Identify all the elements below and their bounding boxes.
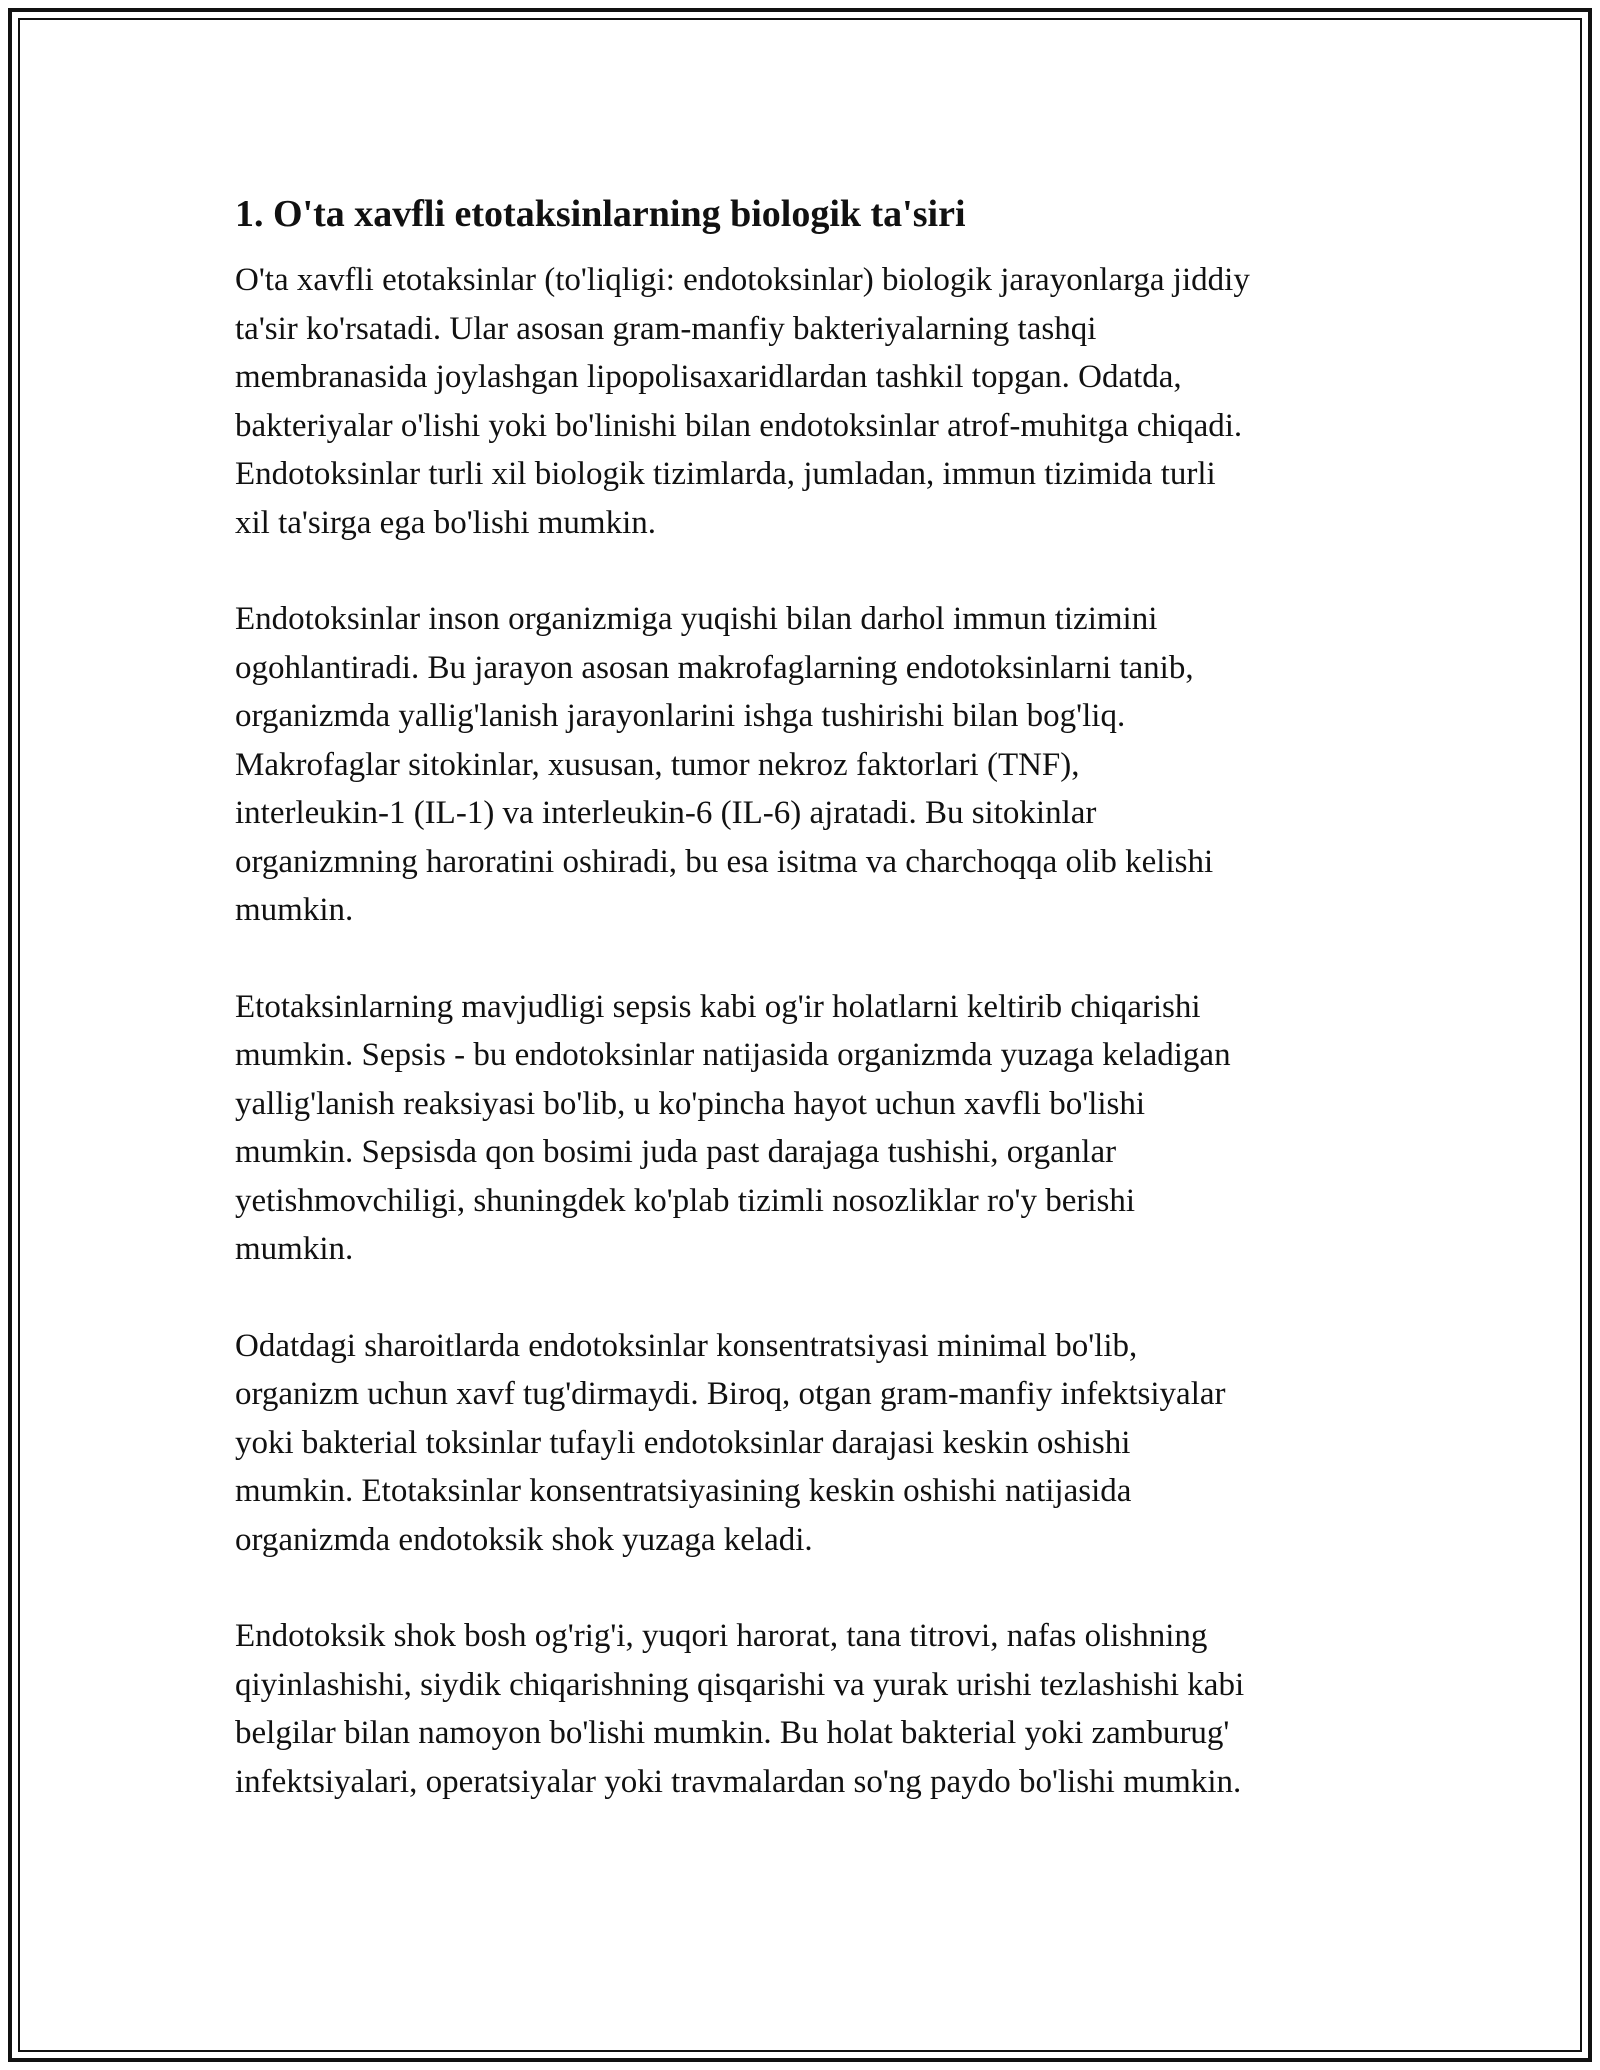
paragraph-line: O'ta xavfli etotaksinlar (to'liqligi: endotoksinlar) biologik jarayonlarga jiddiy — [235, 262, 1250, 298]
paragraph-line: organizm uchun xavf tug'dirmaydi. Biroq, otgan gram-manfiy infektsiyalar — [235, 1376, 1226, 1412]
paragraph-3 — [235, 983, 1375, 1274]
paragraph-line: membranasida joylashgan lipopolisaxaridlardan tashkil topgan. Odatda, — [235, 359, 1182, 395]
paragraph-line: yetishmovchiligi, shuningdek ko'plab tizimli nosozliklar ro'y berishi — [235, 1182, 1136, 1219]
paragraph-line: yoki bakterial toksinlar tufayli endotoksinlar darajasi keskin oshishi — [235, 1424, 1131, 1461]
paragraph-2 — [235, 595, 1375, 935]
paragraph-1 — [235, 256, 1375, 547]
paragraph-line: infektsiyalari, operatsiyalar yoki travmalardan so'ng paydo bo'lishi mumkin. — [235, 1763, 1242, 1800]
paragraph-line: mumkin. — [235, 892, 354, 928]
paragraph-line: Endotoksik shok bosh og'rig'i, yuqori harorat, tana titrovi, nafas olishning — [235, 1618, 1208, 1654]
paragraph-line: organizmda endotoksik shok yuzaga keladi. — [235, 1521, 813, 1558]
paragraph-line: Odatdagi sharoitlarda endotoksinlar konsentratsiyasi minimal bo'lib, — [235, 1327, 1138, 1364]
paragraph-line: mumkin. Sepsis - bu endotoksinlar natijasida organizmda yuzaga keladigan — [235, 1037, 1231, 1073]
paragraph-line: yallig'lanish reaksiyasi bo'lib, u ko'pincha hayot uchun xavfli bo'lishi — [235, 1085, 1146, 1122]
paragraph-line: organizmda yallig'lanish jarayonlarini ishga tushirishi bilan bog'liq. — [235, 698, 1126, 734]
paragraph-4 — [235, 1322, 1375, 1565]
paragraph-line: Endotoksinlar turli xil biologik tizimlarda, jumladan, immun tizimida turli — [235, 456, 1216, 492]
paragraph-line: mumkin. Sepsisda qon bosimi juda past darajaga tushishi, organlar — [235, 1134, 1117, 1170]
paragraph-line: mumkin. Etotaksinlar konsentratsiyasining keskin oshishi natijasida — [235, 1473, 1132, 1509]
paragraph-line: mumkin. — [235, 1231, 354, 1267]
paragraph-line: bakteriyalar o'lishi yoki bo'linishi bilan endotoksinlar atrof-muhitga chiqadi. — [235, 407, 1243, 444]
paragraph-5 — [235, 1612, 1375, 1806]
paragraph-line: belgilar bilan namoyon bo'lishi mumkin. Bu holat bakterial yoki zamburug' — [235, 1715, 1230, 1751]
paragraph-line: Etotaksinlarning mavjudligi sepsis kabi og'ir holatlarni keltirib chiqarishi — [235, 988, 1201, 1025]
document-body — [235, 188, 1375, 1854]
paragraph-line: organizmning haroratini oshiradi, bu esa isitma va charchoqqa olib kelishi — [235, 843, 1214, 880]
paragraph-line: qiyinlashishi, siydik chiqarishning qisqarishi va yurak urishi tezlashishi kabi — [235, 1666, 1245, 1703]
paragraph-line: ogohlantiradi. Bu jarayon asosan makrofaglarning endotoksinlarni tanib, — [235, 649, 1194, 686]
paragraph-line: ta'sir ko'rsatadi. Ular asosan gram-manfiy bakteriyalarning tashqi — [235, 310, 1097, 347]
paragraph-line: xil ta'sirga ega bo'lishi mumkin. — [235, 504, 656, 541]
section-heading: 1. O'ta xavfli etotaksinlarning biologik ta'siri — [235, 193, 966, 235]
paragraph-line: Endotoksinlar inson organizmiga yuqishi bilan darhol immun tizimini — [235, 601, 1158, 637]
paragraph-line: interleukin-1 (IL-1) va interleukin-6 (IL-6) ajratadi. Bu sitokinlar — [235, 795, 1097, 831]
paragraph-line: Makrofaglar sitokinlar, xususan, tumor nekroz faktorlari (TNF), — [235, 746, 1080, 783]
